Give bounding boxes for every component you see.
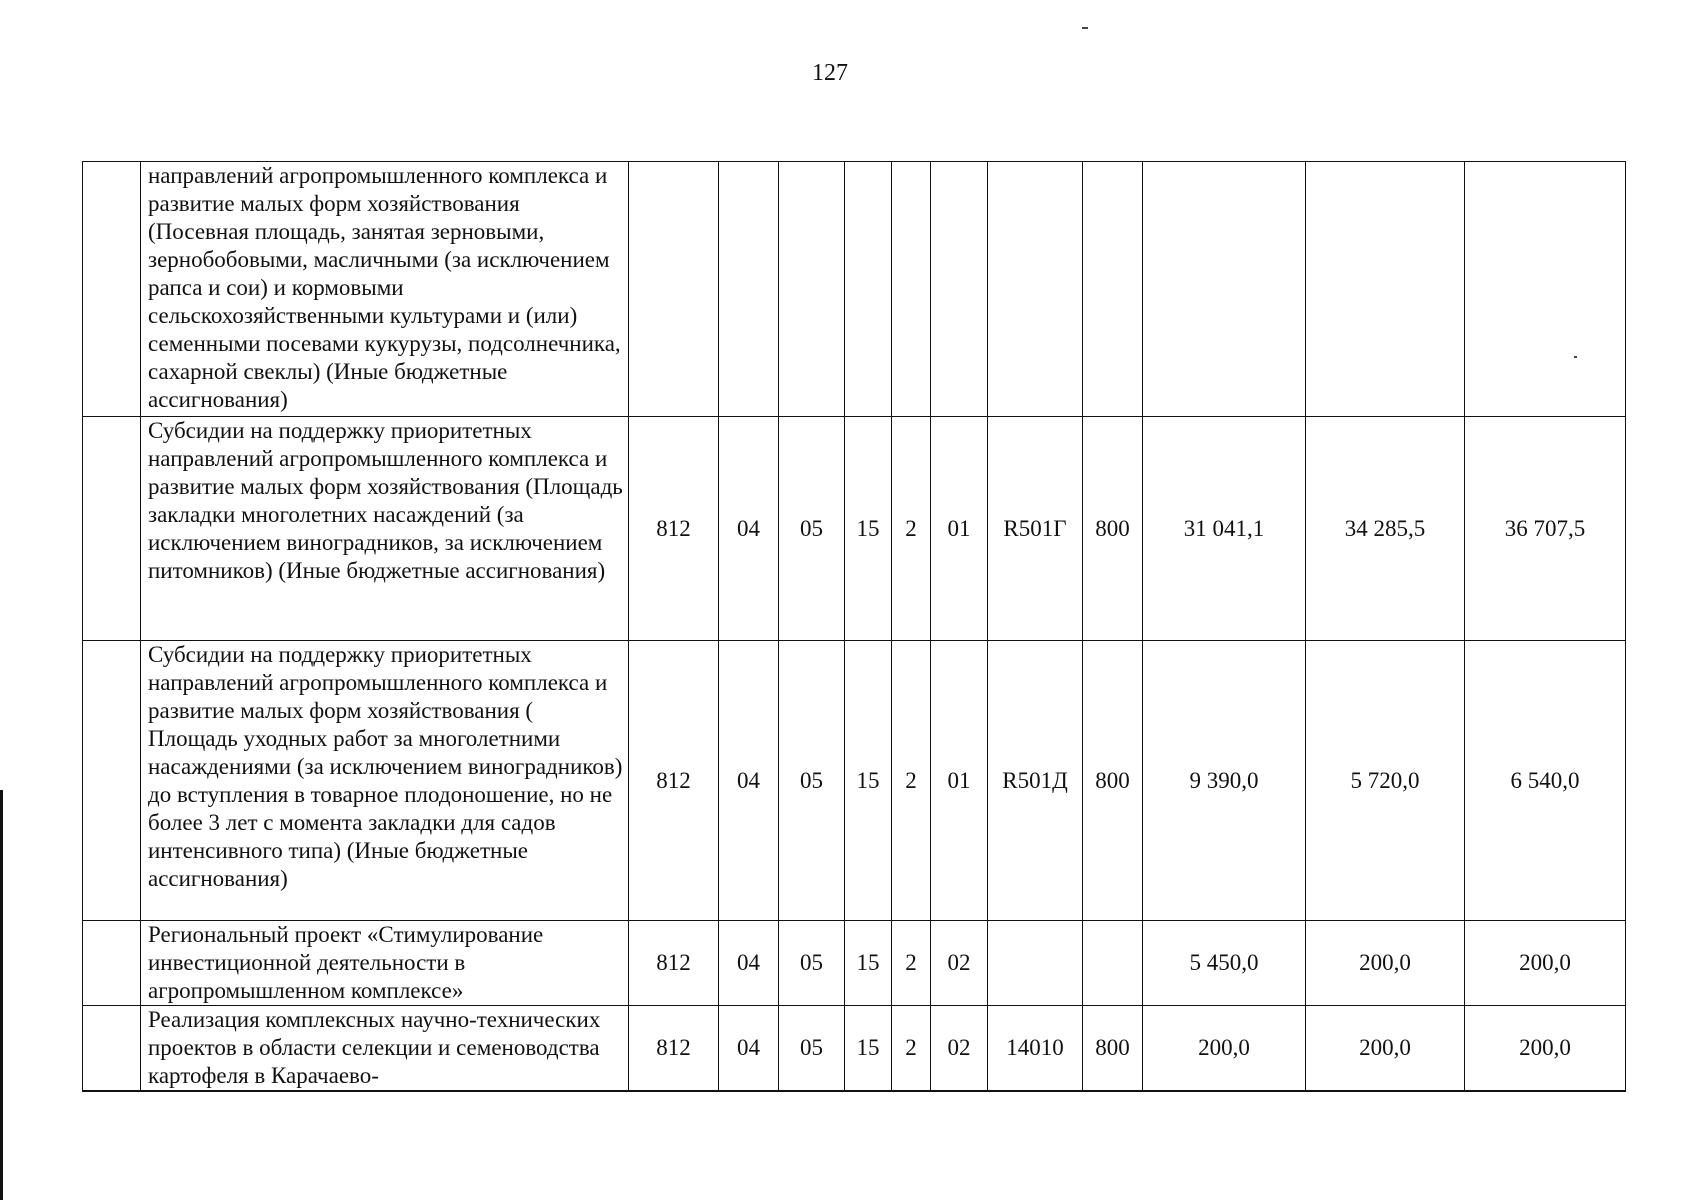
expense-type-code-cell: 800 [1083,417,1143,641]
row-description-cell: Региональный проект «Стимулирование инвестиционной деятельности в агропромышленном комплексе» [141,921,629,1006]
amount-year3-cell [1465,162,1626,417]
subsection-code-cell: 05 [779,417,845,641]
program-code-cell: 15 [845,1006,892,1092]
subsection-code-cell [779,162,845,417]
amount-year3-cell: 200,0 [1465,1006,1626,1092]
amount-year3-cell: 36 707,5 [1465,417,1626,641]
main-event-code-cell [931,162,988,417]
amount-year1-cell: 5 450,0 [1143,921,1306,1006]
program-code-cell: 15 [845,921,892,1006]
row-index-cell [83,417,141,641]
row-description-cell: Субсидии на поддержку приоритетных направлений агропромышленного комплекса и развитие малых форм хозяйствования (Площадь закладки многолетних насаждений (за исключением виноградников, за исключением питомников) (Иные бюджетные ассигнования) [141,417,629,641]
row-index-cell [83,1006,141,1092]
grbs-code-cell: 812 [629,1006,719,1092]
amount-year1-cell: 9 390,0 [1143,641,1306,921]
amount-year1-cell [1143,162,1306,417]
expense-direction-code-cell: R501Г [988,417,1083,641]
budget-allocation-table [82,161,1626,1092]
expense-direction-code-cell: R501Д [988,641,1083,921]
section-code-cell [719,162,779,417]
row-description-cell: направлений агропромышленного комплекса и развитие малых форм хозяйствования (Посевная площадь, занятая зерновыми, зернобобовыми, масличными (за исключением рапса и сои) и кормовыми сельскохозяйственными культурами и (или) семенными посевами кукурузы, подсолнечника, сахарной свеклы) (Иные бюджетные ассигнования) [141,162,629,417]
row-index-cell [83,641,141,921]
amount-year1-cell: 31 041,1 [1143,417,1306,641]
grbs-code-cell: 812 [629,921,719,1006]
table-row [83,162,1626,417]
grbs-code-cell: 812 [629,641,719,921]
scan-edge-mark [0,790,3,1200]
amount-year2-cell: 200,0 [1306,921,1465,1006]
subprogram-code-cell [892,162,931,417]
subsection-code-cell: 05 [779,1006,845,1092]
row-description-cell: Реализация комплексных научно-технических проектов в области селекции и семеноводства картофеля в Карачаево- [141,1006,629,1092]
expense-type-code-cell [1083,162,1143,417]
subprogram-code-cell: 2 [892,417,931,641]
main-event-code-cell: 01 [931,417,988,641]
subsection-code-cell: 05 [779,641,845,921]
main-event-code-cell: 02 [931,1006,988,1092]
amount-year1-cell: 200,0 [1143,1006,1306,1092]
expense-type-code-cell [1083,921,1143,1006]
amount-year2-cell [1306,162,1465,417]
expense-direction-code-cell [988,162,1083,417]
table-row [83,921,1626,1006]
section-code-cell: 04 [719,641,779,921]
expense-direction-code-cell: 14010 [988,1006,1083,1092]
section-code-cell: 04 [719,921,779,1006]
table-row [83,641,1626,921]
subprogram-code-cell: 2 [892,641,931,921]
subprogram-code-cell: 2 [892,1006,931,1092]
grbs-code-cell: 812 [629,417,719,641]
program-code-cell: 15 [845,417,892,641]
amount-year2-cell: 5 720,0 [1306,641,1465,921]
subprogram-code-cell: 2 [892,921,931,1006]
page-number: 127 [812,60,848,86]
main-event-code-cell: 02 [931,921,988,1006]
subsection-code-cell: 05 [779,921,845,1006]
expense-type-code-cell: 800 [1083,641,1143,921]
section-code-cell: 04 [719,1006,779,1092]
scan-speck [1082,27,1088,29]
row-description-cell: Субсидии на поддержку приоритетных направлений агропромышленного комплекса и развитие малых форм хозяйствования ( Площадь уходных работ за многолетними насаждениями (за исключением виноградников) до вступления в товарное плодоношение, но не более 3 лет с момента закладки для садов интенсивного типа) (Иные бюджетные ассигнования) [141,641,629,921]
program-code-cell: 15 [845,641,892,921]
row-index-cell [83,162,141,417]
amount-year3-cell: 6 540,0 [1465,641,1626,921]
expense-direction-code-cell [988,921,1083,1006]
amount-year3-cell: 200,0 [1465,921,1626,1006]
program-code-cell [845,162,892,417]
expense-type-code-cell: 800 [1083,1006,1143,1092]
table-row [83,1006,1626,1092]
grbs-code-cell [629,162,719,417]
amount-year2-cell: 200,0 [1306,1006,1465,1092]
row-index-cell [83,921,141,1006]
main-event-code-cell: 01 [931,641,988,921]
section-code-cell: 04 [719,417,779,641]
table-row [83,417,1626,641]
amount-year2-cell: 34 285,5 [1306,417,1465,641]
